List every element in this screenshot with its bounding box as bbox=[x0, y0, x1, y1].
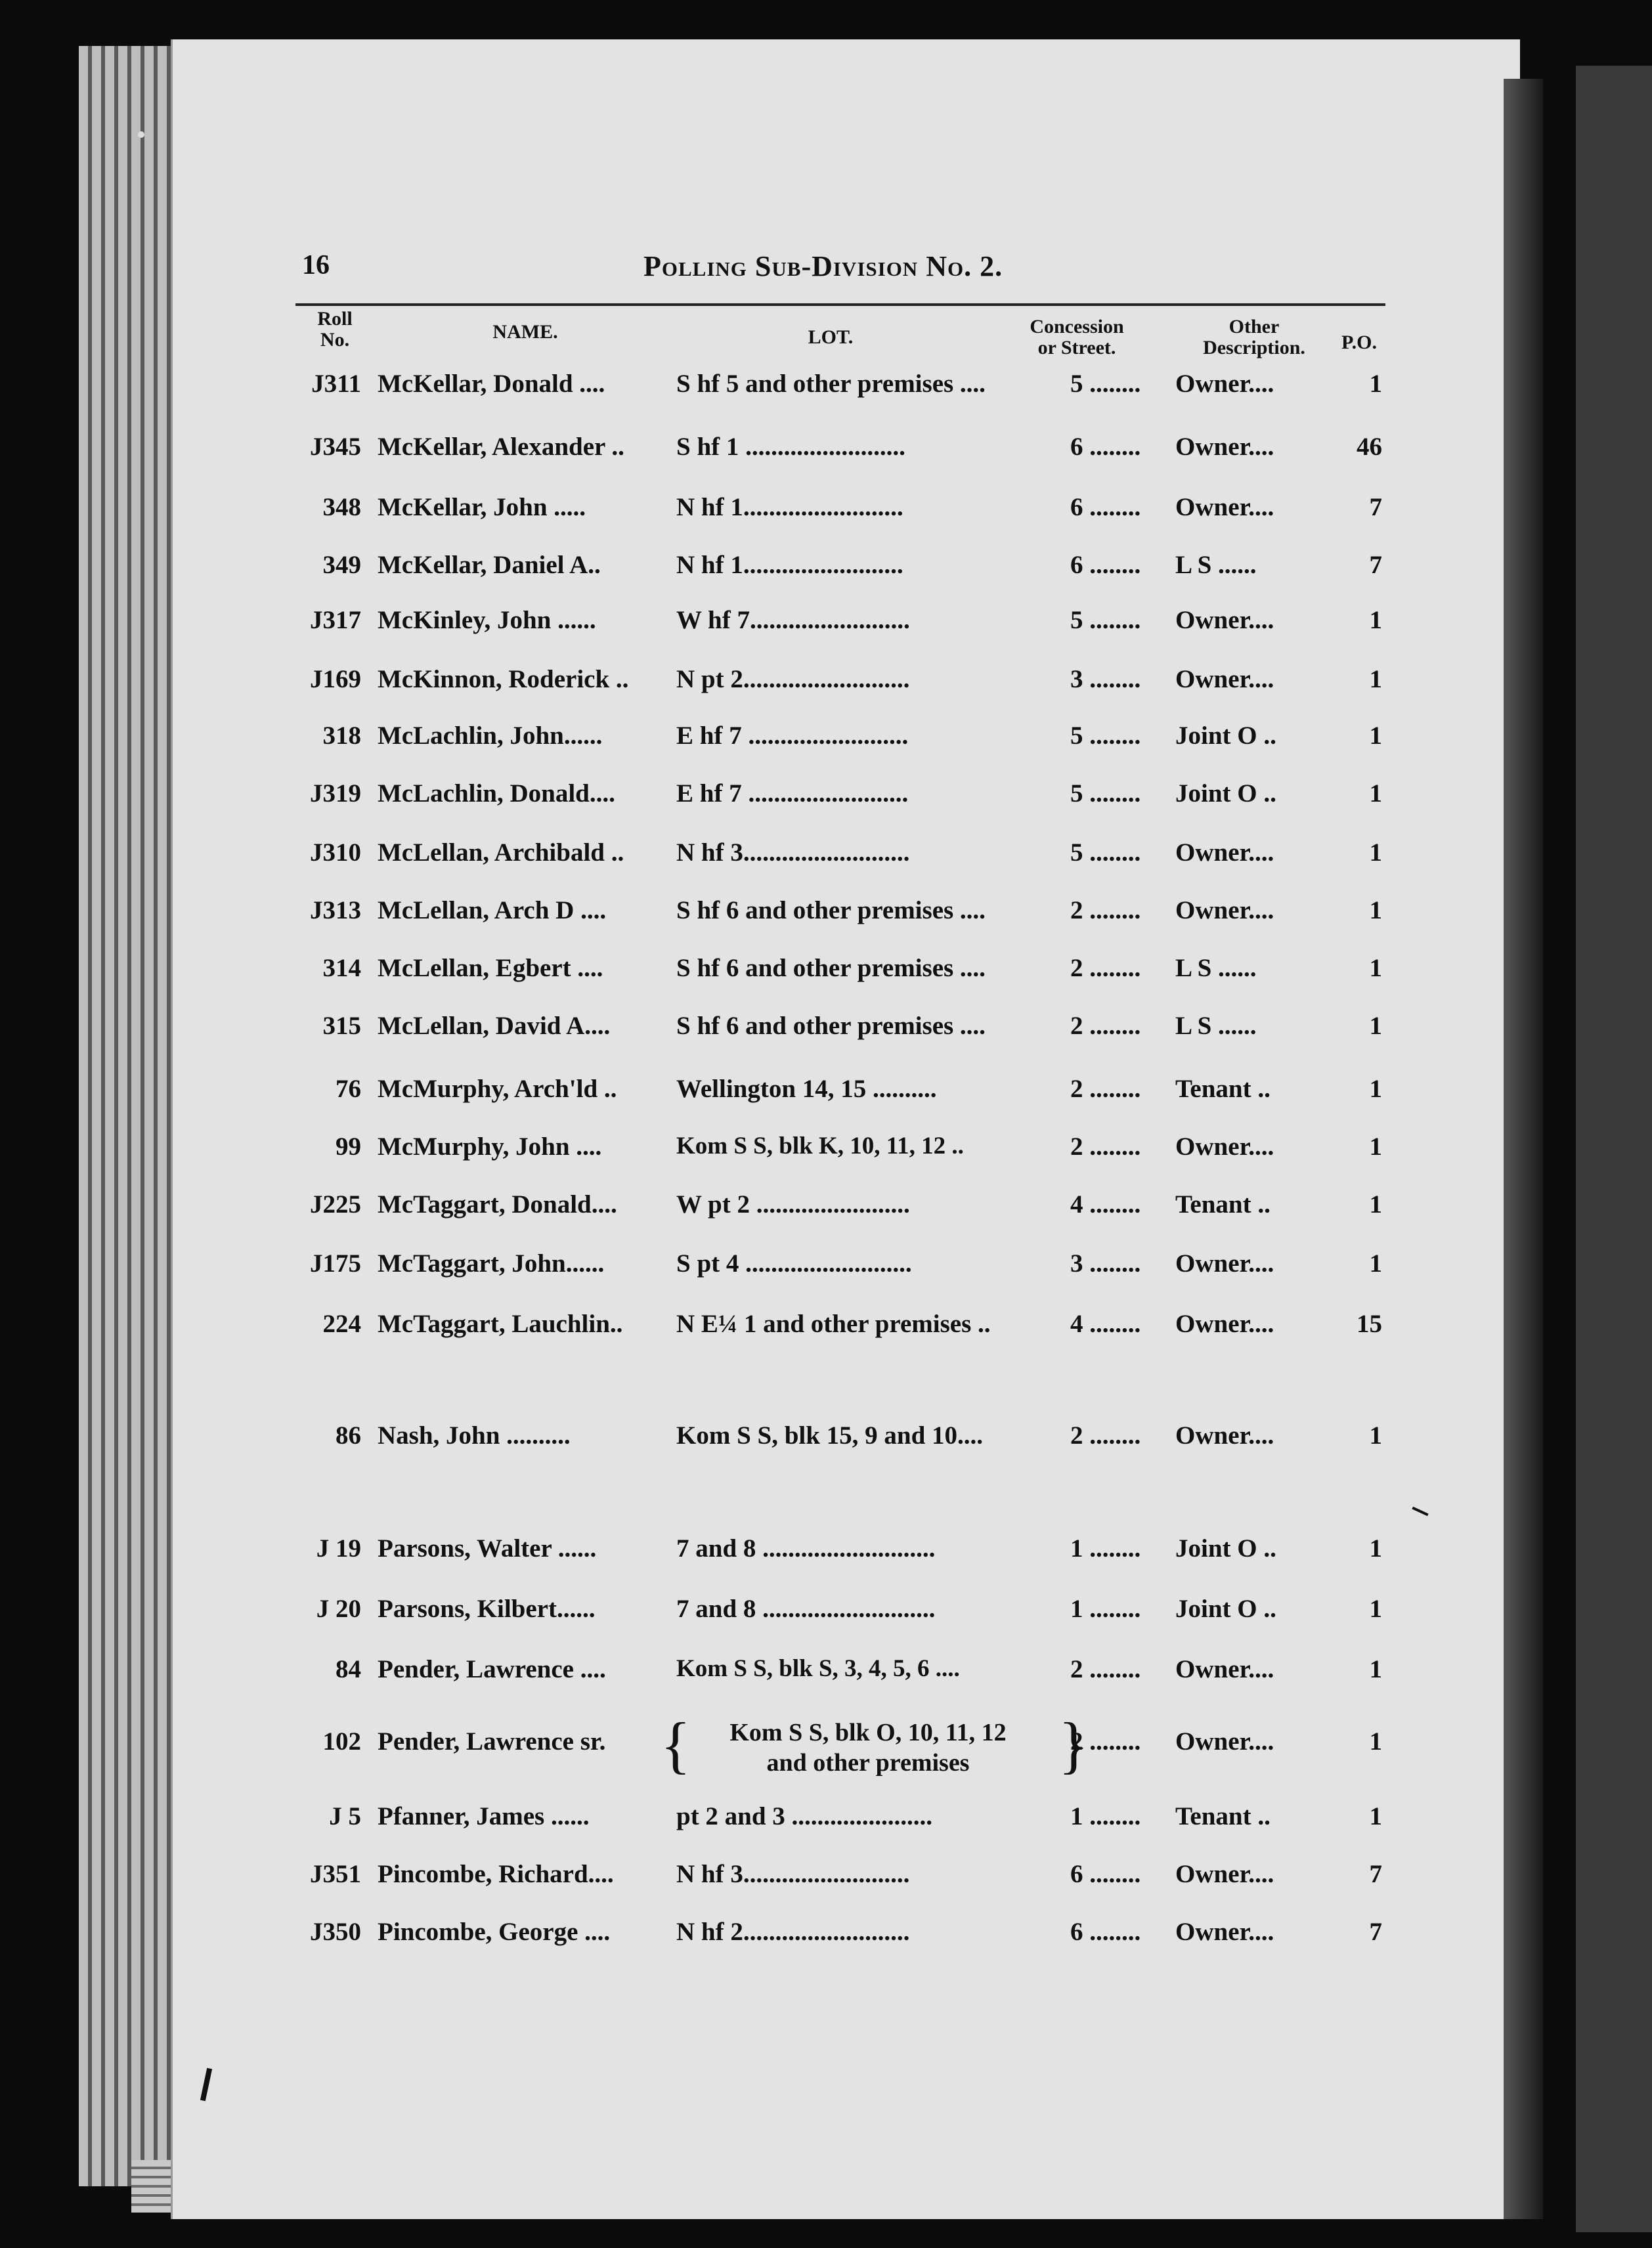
roll-number: J310 bbox=[310, 838, 361, 867]
ink-speck bbox=[138, 131, 144, 138]
list-item bbox=[276, 1594, 1392, 1633]
post-office: 15 bbox=[1357, 1310, 1382, 1338]
post-office: 46 bbox=[1357, 433, 1382, 461]
description: Owner.... bbox=[1175, 1727, 1274, 1756]
voter-name: Parsons, Walter ...... bbox=[378, 1534, 597, 1563]
concession: 2 ........ bbox=[1070, 1133, 1141, 1161]
lot: Kom S S, blk S, 3, 4, 5, 6 .... bbox=[676, 1655, 960, 1682]
voter-name: McKinley, John ...... bbox=[378, 606, 596, 634]
roll-number: J345 bbox=[310, 433, 361, 461]
post-office: 1 bbox=[1369, 1802, 1382, 1830]
description: Owner.... bbox=[1175, 606, 1274, 634]
page-number: 16 bbox=[302, 250, 330, 280]
lot: N E¼ 1 and other premises .. bbox=[676, 1310, 991, 1338]
lot: 7 and 8 ........................... bbox=[676, 1595, 936, 1623]
lot: S hf 5 and other premises .... bbox=[676, 370, 986, 398]
roll-number: J350 bbox=[310, 1918, 361, 1946]
description: L S ...... bbox=[1175, 1012, 1257, 1040]
concession: 6 ........ bbox=[1070, 1860, 1141, 1888]
lot: 7 and 8 ........................... bbox=[676, 1534, 936, 1563]
post-office: 1 bbox=[1369, 779, 1382, 808]
roll-number: 86 bbox=[336, 1421, 361, 1450]
lot: S hf 6 and other premises .... bbox=[676, 954, 986, 982]
column-header-lot: LOT. bbox=[808, 326, 854, 348]
lot: pt 2 and 3 ...................... bbox=[676, 1802, 933, 1830]
concession: 2 ........ bbox=[1070, 954, 1141, 982]
voter-name: McLellan, Archibald .. bbox=[378, 838, 624, 867]
concession: 6 ........ bbox=[1070, 1918, 1141, 1946]
post-office: 1 bbox=[1369, 1249, 1382, 1278]
post-office: 1 bbox=[1369, 1655, 1382, 1683]
column-header-roll-line2: No. bbox=[320, 329, 350, 351]
list-item bbox=[276, 1011, 1392, 1050]
description: Owner.... bbox=[1175, 1310, 1274, 1338]
concession: 6 ........ bbox=[1070, 493, 1141, 521]
concession: 6 ........ bbox=[1070, 551, 1141, 579]
description: Joint O .. bbox=[1175, 1534, 1276, 1563]
roll-number: J175 bbox=[310, 1249, 361, 1278]
column-header-po: P.O. bbox=[1341, 332, 1377, 353]
lot: S pt 4 .......................... bbox=[676, 1249, 912, 1278]
concession: 3 ........ bbox=[1070, 665, 1141, 693]
description: Owner.... bbox=[1175, 1918, 1274, 1946]
roll-number: 315 bbox=[322, 1012, 361, 1040]
lot: N hf 2.......................... bbox=[676, 1918, 910, 1946]
roll-number: 76 bbox=[336, 1075, 361, 1103]
roll-number: 349 bbox=[322, 551, 361, 579]
concession: 2 ........ bbox=[1070, 1421, 1141, 1450]
list-item bbox=[276, 1421, 1392, 1460]
post-office: 1 bbox=[1369, 1133, 1382, 1161]
lot: N hf 3.......................... bbox=[676, 838, 910, 867]
lot: Wellington 14, 15 .......... bbox=[676, 1075, 937, 1103]
roll-number: 224 bbox=[322, 1310, 361, 1338]
roll-number: 99 bbox=[336, 1133, 361, 1161]
roll-number: 84 bbox=[336, 1655, 361, 1683]
description: L S ...... bbox=[1175, 551, 1257, 579]
lot: Kom S S, blk 15, 9 and 10.... bbox=[676, 1421, 984, 1450]
voter-name: McKellar, Alexander .. bbox=[378, 433, 624, 461]
list-item bbox=[276, 1859, 1392, 1899]
voter-name: McLachlin, John...... bbox=[378, 722, 603, 750]
post-office: 1 bbox=[1369, 1075, 1382, 1103]
lot-braced-entry bbox=[661, 1710, 1089, 1788]
voter-name: McKellar, Donald .... bbox=[378, 370, 605, 398]
roll-number: J 19 bbox=[316, 1534, 361, 1563]
list-item bbox=[276, 605, 1392, 645]
list-item bbox=[276, 1190, 1392, 1229]
column-header-name: NAME. bbox=[492, 321, 558, 343]
lot: S hf 1 ......................... bbox=[676, 433, 905, 461]
description: Owner.... bbox=[1175, 1133, 1274, 1161]
post-office: 1 bbox=[1369, 1595, 1382, 1623]
list-item bbox=[276, 1309, 1392, 1349]
roll-number: J319 bbox=[310, 779, 361, 808]
list-item bbox=[276, 1132, 1392, 1171]
voter-name: Pender, Lawrence sr. bbox=[378, 1727, 606, 1756]
list-item bbox=[276, 953, 1392, 993]
voter-name: McLachlin, Donald.... bbox=[378, 779, 615, 808]
page-title: Polling Sub-Division No. 2. bbox=[643, 250, 1003, 282]
voter-name: McLellan, Arch D .... bbox=[378, 896, 607, 924]
lot: S hf 6 and other premises .... bbox=[676, 896, 986, 924]
description: Tenant .. bbox=[1175, 1190, 1271, 1219]
concession: 2 ........ bbox=[1070, 896, 1141, 924]
voter-name: McLellan, Egbert .... bbox=[378, 954, 603, 982]
list-item bbox=[276, 1802, 1392, 1841]
voter-name: Pfanner, James ...... bbox=[378, 1802, 590, 1830]
voter-name: McTaggart, Donald.... bbox=[378, 1190, 617, 1219]
description: Owner.... bbox=[1175, 838, 1274, 867]
voter-name: McTaggart, John...... bbox=[378, 1249, 605, 1278]
voter-name: McKellar, John ..... bbox=[378, 493, 586, 521]
roll-number: 348 bbox=[322, 493, 361, 521]
post-office: 7 bbox=[1369, 1918, 1382, 1946]
post-office: 1 bbox=[1369, 1727, 1382, 1756]
description: Owner.... bbox=[1175, 1860, 1274, 1888]
list-item bbox=[276, 550, 1392, 590]
voter-name: Pincombe, George .... bbox=[378, 1918, 611, 1946]
column-header-concession-line1: Concession bbox=[1030, 316, 1124, 337]
concession: 4 ........ bbox=[1070, 1310, 1141, 1338]
lot: E hf 7 ......................... bbox=[676, 779, 909, 808]
list-item bbox=[276, 664, 1392, 704]
concession: 2 ........ bbox=[1070, 1655, 1141, 1683]
concession: 5 ........ bbox=[1070, 838, 1141, 867]
voter-name: Nash, John .......... bbox=[378, 1421, 571, 1450]
list-item bbox=[276, 721, 1392, 760]
column-header-roll-line1: Roll bbox=[317, 308, 353, 330]
description: Tenant .. bbox=[1175, 1075, 1271, 1103]
concession: 5 ........ bbox=[1070, 779, 1141, 808]
concession: 1 ........ bbox=[1070, 1802, 1141, 1830]
roll-number: J313 bbox=[310, 896, 361, 924]
lot: N hf 1......................... bbox=[676, 493, 903, 521]
post-office: 1 bbox=[1369, 665, 1382, 693]
list-item bbox=[276, 1074, 1392, 1113]
list-item bbox=[276, 492, 1392, 532]
description: L S ...... bbox=[1175, 954, 1257, 982]
voter-name: McKellar, Daniel A.. bbox=[378, 551, 601, 579]
roll-number: 318 bbox=[322, 722, 361, 750]
description: Owner.... bbox=[1175, 1249, 1274, 1278]
lot-line-2: and other premises bbox=[766, 1749, 970, 1777]
post-office: 1 bbox=[1369, 722, 1382, 750]
roll-number: J169 bbox=[310, 665, 361, 693]
column-header-description-line1: Other bbox=[1228, 316, 1280, 337]
lot: S hf 6 and other premises .... bbox=[676, 1012, 986, 1040]
concession: 1 ........ bbox=[1070, 1534, 1141, 1563]
voter-name: McMurphy, Arch'ld .. bbox=[378, 1075, 617, 1103]
roll-number: J317 bbox=[310, 606, 361, 634]
list-item bbox=[276, 1917, 1392, 1956]
post-office: 1 bbox=[1369, 1534, 1382, 1563]
roll-number: J225 bbox=[310, 1190, 361, 1219]
description: Joint O .. bbox=[1175, 779, 1276, 808]
lot: W pt 2 ........................ bbox=[676, 1190, 910, 1219]
description: Owner.... bbox=[1175, 1421, 1274, 1450]
post-office: 1 bbox=[1369, 1190, 1382, 1219]
lot: E hf 7 ......................... bbox=[676, 722, 909, 750]
concession: 3 ........ bbox=[1070, 1249, 1141, 1278]
voter-name: McTaggart, Lauchlin.. bbox=[378, 1310, 623, 1338]
roll-number: 314 bbox=[322, 954, 361, 982]
concession: 5 ........ bbox=[1070, 722, 1141, 750]
lot: N pt 2.......................... bbox=[676, 665, 910, 693]
concession: 2 ........ bbox=[1070, 1727, 1141, 1756]
description: Owner.... bbox=[1175, 370, 1274, 398]
description: Owner.... bbox=[1175, 896, 1274, 924]
lot: W hf 7......................... bbox=[676, 606, 910, 634]
lot: Kom S S, blk K, 10, 11, 12 .. bbox=[676, 1133, 964, 1159]
lot: N hf 3.......................... bbox=[676, 1860, 910, 1888]
post-office: 1 bbox=[1369, 606, 1382, 634]
list-item bbox=[276, 369, 1392, 408]
list-item bbox=[276, 779, 1392, 818]
roll-number: J351 bbox=[310, 1860, 361, 1888]
description: Owner.... bbox=[1175, 493, 1274, 521]
voter-name: Pincombe, Richard.... bbox=[378, 1860, 614, 1888]
voter-name: McKinnon, Roderick .. bbox=[378, 665, 629, 693]
roll-number: J 20 bbox=[316, 1595, 361, 1623]
post-office: 1 bbox=[1369, 838, 1382, 867]
list-item bbox=[276, 432, 1392, 471]
post-office: 1 bbox=[1369, 896, 1382, 924]
list-item bbox=[276, 1654, 1392, 1694]
concession: 2 ........ bbox=[1070, 1075, 1141, 1103]
description: Owner.... bbox=[1175, 1655, 1274, 1683]
voter-name: Parsons, Kilbert...... bbox=[378, 1595, 596, 1623]
concession: 6 ........ bbox=[1070, 433, 1141, 461]
voter-name: McLellan, David A.... bbox=[378, 1012, 611, 1040]
roll-number: J311 bbox=[311, 370, 361, 398]
description: Owner.... bbox=[1175, 665, 1274, 693]
post-office: 7 bbox=[1369, 551, 1382, 579]
post-office: 1 bbox=[1369, 1421, 1382, 1450]
concession: 5 ........ bbox=[1070, 370, 1141, 398]
post-office: 7 bbox=[1369, 1860, 1382, 1888]
list-item bbox=[276, 1534, 1392, 1573]
voter-name: McMurphy, John .... bbox=[378, 1133, 602, 1161]
post-office: 1 bbox=[1369, 370, 1382, 398]
roll-number: J 5 bbox=[329, 1802, 361, 1830]
concession: 5 ........ bbox=[1070, 606, 1141, 634]
right-brace: } bbox=[1058, 1710, 1089, 1780]
list-item bbox=[276, 838, 1392, 877]
post-office: 7 bbox=[1369, 493, 1382, 521]
lot-line-1: Kom S S, blk O, 10, 11, 12 bbox=[729, 1719, 1007, 1746]
list-item bbox=[276, 1249, 1392, 1288]
concession: 4 ........ bbox=[1070, 1190, 1141, 1219]
description: Joint O .. bbox=[1175, 1595, 1276, 1623]
description: Joint O .. bbox=[1175, 722, 1276, 750]
post-office: 1 bbox=[1369, 1012, 1382, 1040]
list-item bbox=[276, 896, 1392, 935]
concession: 1 ........ bbox=[1070, 1595, 1141, 1623]
lot: N hf 1......................... bbox=[676, 551, 903, 579]
column-header-concession-line2: or Street. bbox=[1037, 337, 1116, 358]
concession: 2 ........ bbox=[1070, 1012, 1141, 1040]
description: Owner.... bbox=[1175, 433, 1274, 461]
voter-name: Pender, Lawrence .... bbox=[378, 1655, 606, 1683]
left-brace: { bbox=[661, 1710, 691, 1780]
description: Tenant .. bbox=[1175, 1802, 1271, 1830]
post-office: 1 bbox=[1369, 954, 1382, 982]
roll-number: 102 bbox=[322, 1727, 361, 1756]
column-header-description-line2: Description. bbox=[1203, 337, 1305, 358]
